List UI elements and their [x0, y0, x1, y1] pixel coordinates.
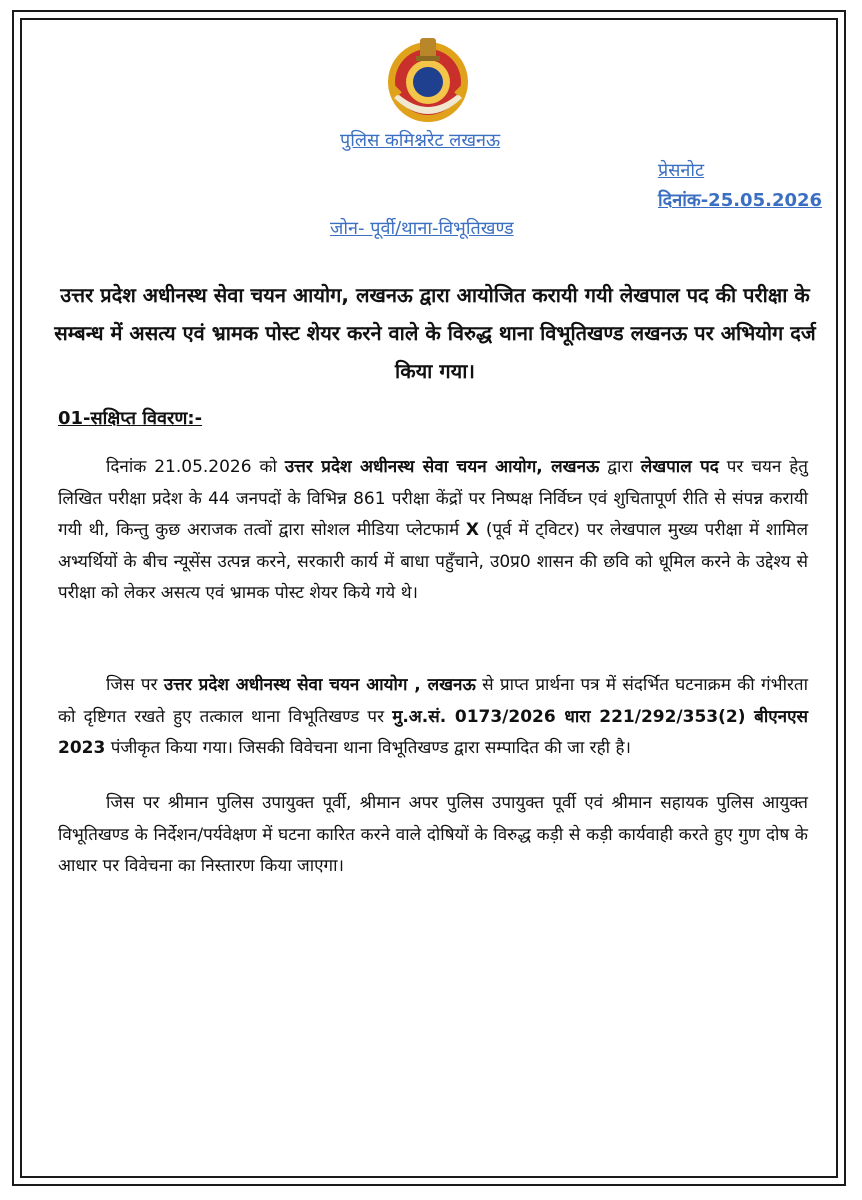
up-police-emblem-icon	[380, 32, 476, 128]
para3-text-1: जिस पर श्रीमान पुलिस उपायुक्त पूर्वी, श्रीमान अपर पुलिस उपायुक्त पूर्वी एवं श्रीमान सहायक पुलिस आयुक्त विभूतिखण्ड के निर्देशन/पर्यवेक्षण में घटना कारित करने वाले दोषियों के विरुद्ध कड़ी से कड़ी कार्यवाही करते हुए गुण दोष के आधार पर विवेचना का निस्तारण किया जाएगा।	[58, 793, 808, 876]
organization-title: पुलिस कमिश्नरेट लखनऊ	[340, 130, 501, 151]
para2-text-2: से प्राप्त प्रार्थना पत्र में संदर्भित घटनाक्रम की गंभीरता को दृष्टिगत रखते हुए तत्काल थाना विभूतिखण्ड पर	[58, 675, 809, 727]
para1-bold-3: X	[465, 520, 480, 540]
headline: उत्तर प्रदेश अधीनस्थ सेवा चयन आयोग, लखनऊ द्वारा आयोजित करायी गयी लेखपाल पद की परीक्षा के सम्बन्ध में असत्य एवं भ्रामक पोस्ट शेयर करने वाले के विरुद्ध थाना विभूतिखण्ड लखनऊ पर अभियोग दर्ज किया गया।	[54, 283, 816, 383]
para1-text-3: पर चयन हेतु लिखित परीक्षा प्रदेश के 44 जनपदों के विभिन्न 861 परीक्षा केंद्रों पर निष्पक्ष निर्विघ्न एवं शुचितापूर्ण रीति से संपन्न करायी गयी थी, किन्तु कुछ अराजक तत्वों द्वारा सोशल मीडिया प्लेटफार्म	[58, 457, 808, 540]
press-note-label: प्रेसनोट	[658, 160, 705, 181]
section-heading-suffix: :-	[187, 408, 203, 429]
paragraph-summary	[58, 452, 808, 610]
para2-text-1: जिस पर	[106, 675, 164, 695]
para1-text-1: दिनांक 21.05.2026 को	[106, 457, 285, 477]
section-heading	[58, 406, 202, 430]
para2-bold-1: उत्तर प्रदेश अधीनस्थ सेवा चयन आयोग , लखनऊ	[163, 675, 476, 695]
paragraph-action	[58, 788, 808, 883]
para2-text-3: पंजीकृत किया गया। जिसकी विवेचना थाना विभूतिखण्ड द्वारा सम्पादित की जा रही है।	[105, 738, 631, 758]
zone-station-label: जोन- पूर्वी/थाना-विभूतिखण्ड	[330, 218, 514, 239]
press-note-date: दिनांक-25.05.2026	[658, 190, 823, 211]
para2-bold-2: मु.अ.सं. 0173/2026 धारा 221/292/353(2) बीएनएस 2023	[58, 706, 808, 758]
paragraph-case-registration	[58, 670, 808, 765]
para1-text-4: (पूर्व में ट्विटर) पर लेखपाल मुख्य परीक्षा में शामिल अभ्यर्थियों के बीच न्यूसेंस उत्पन्न करने, सरकारी कार्य में बाधा पहुँचाने, उ0प्र0 शासन की छवि को धूमिल करने के उद्देश्य से परीक्षा को लेकर असत्य एवं भ्रामक पोस्ट शेयर किये गये थे।	[58, 520, 808, 603]
para1-text-2: द्वारा	[599, 457, 641, 477]
para1-bold-1: उत्तर प्रदेश अधीनस्थ सेवा चयन आयोग, लखनऊ	[284, 457, 600, 477]
para1-bold-2: लेखपाल पद	[640, 457, 719, 477]
section-heading-text: 01-सक्षिप्त विवरण	[58, 408, 188, 429]
